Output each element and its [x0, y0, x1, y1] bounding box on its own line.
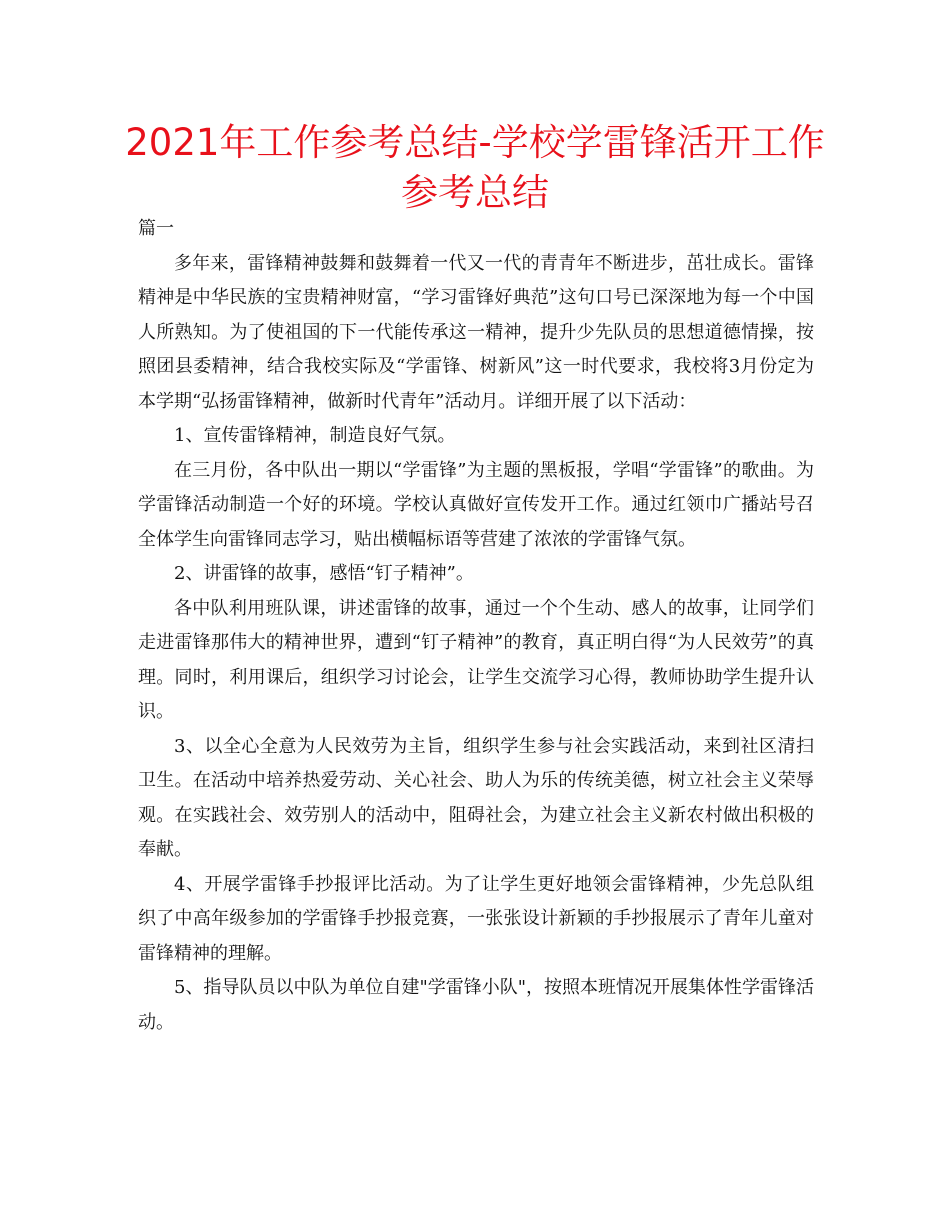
paragraph-item-3: 3、以全心全意为人民效劳为主旨，组织学生参与社会实践活动，来到社区清扫卫生。在活动中培养热爱劳动、关心社会、助人为乐的传统美德，树立社会主义荣辱观。在实践社会、效劳别人的活动中，阻碍社会，为建立社会主义新农村做出积极的奉献。 — [138, 735, 814, 860]
paragraph-item-1-heading: 1、宣传雷锋精神，制造良好气氛。 — [174, 425, 456, 446]
paragraph-item-2-body: 各中队利用班队课，讲述雷锋的故事，通过一个个生动、感人的故事，让同学们走进雷锋那伟大的精神世界，遭到“钉子精神”的教育，真正明白得“为人民效劳”的真理。同时，利用课后，组织学习讨论会，让学生交流学习心得，教师协助学生提升认识。 — [138, 597, 814, 722]
paragraph-item-4: 4、开展学雷锋手抄报评比活动。为了让学生更好地领会雷锋精神，少先总队组织了中高年级参加的学雷锋手抄报竞赛，一张张设计新颖的手抄报展示了青年儿童对雷锋精神的理解。 — [138, 873, 814, 964]
document-title: 2021年工作参考总结-学校学雷锋活开工作参考总结 — [125, 121, 825, 214]
document-body — [138, 212, 814, 1040]
paragraph-intro: 多年来，雷锋精神鼓舞和鼓舞着一代又一代的青青年不断进步，茁壮成长。雷锋精神是中华民族的宝贵精神财富，“学习雷锋好典范”这句口号已深深地为每一个中国人所熟知。为了使祖国的下一代能传承这一精神，提升少先队员的思想道德情操，按照团县委精神，结合我校实际及“学雷锋、树新风”这一时代要求，我校将3月份定为本学期“弘扬雷锋精神，做新时代青年”活动月。详细开展了以下活动： — [138, 252, 814, 412]
section-label: 篇一 — [138, 218, 174, 239]
paragraph-item-2-heading: 2、讲雷锋的故事，感悟“钉子精神”。 — [174, 563, 474, 584]
paragraph-item-1-body: 在三月份，各中队出一期以“学雷锋”为主题的黑板报，学唱“学雷锋”的歌曲。为学雷锋活动制造一个好的环境。学校认真做好宣传发开工作。通过红领巾广播站号召全体学生向雷锋同志学习，贴出横幅标语等营建了浓浓的学雷锋气氛。 — [138, 459, 814, 550]
paragraph-item-5: 5、指导队员以中队为单位自建"学雷锋小队"，按照本班情况开展集体性学雷锋活动。 — [138, 977, 815, 1033]
